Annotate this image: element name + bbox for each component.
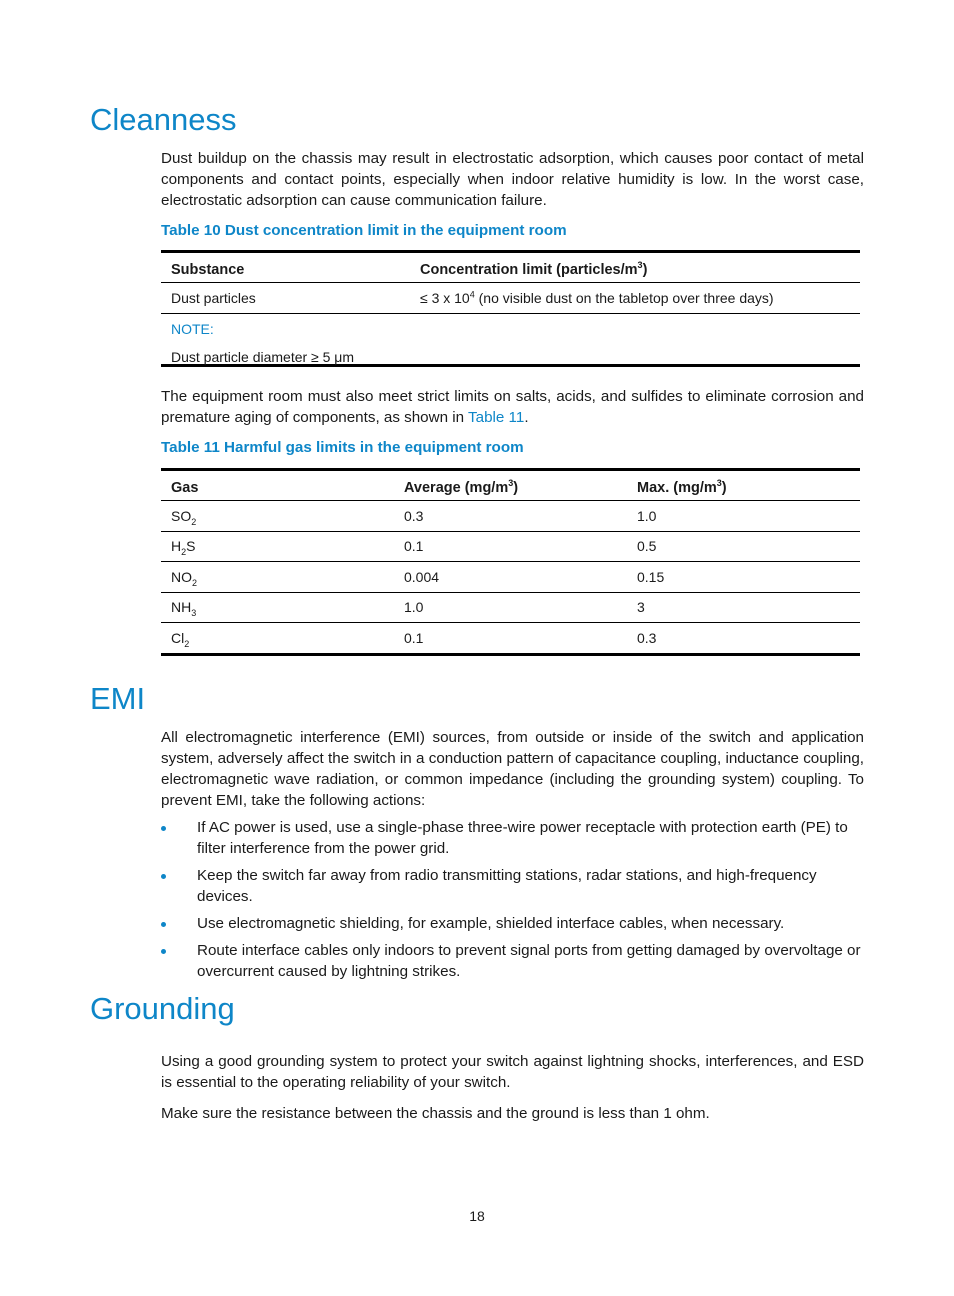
table10-caption: Table 10 Dust concentration limit in the equipment room <box>161 222 567 239</box>
dust-table <box>161 250 860 367</box>
cleanness-para2: The equipment room must also meet strict limits on salts, acids, and sulfides to eliminate corrosion and premature aging of components, as shown in Table 11. <box>161 388 864 426</box>
section-title-emi: EMI <box>90 681 146 716</box>
cell-average: 0.1 <box>404 629 424 646</box>
cell-max: 0.5 <box>637 538 657 555</box>
table11-caption: Table 11 Harmful gas limits in the equipment room <box>161 439 524 456</box>
header-substance: Substance <box>171 262 245 278</box>
note-text: Dust particle diameter ≥ 5 μm <box>171 349 355 365</box>
table-row <box>161 501 860 532</box>
table-row <box>161 532 860 563</box>
cell-gas: $Cl_2$ <box>171 629 190 649</box>
cell-max: 0.15 <box>637 568 665 585</box>
section-title-grounding: Grounding <box>90 991 235 1026</box>
table-row <box>161 283 860 314</box>
cell-limit: ≤ 3 x $10^4$ (no visible dust on the tabletop over three days) <box>420 289 774 306</box>
emi-intro: All electromagnetic interference (EMI) sources, from outside or inside of the switch and application system, adversely affect the switch in a conduction pattern of capacitance coupling, inductance coupling, electromagnetic wave radiation, or common impedance (including the grounding system) coupling. To prevent EMI, take the following actions: <box>161 729 864 809</box>
grounding-para2: Make sure the resistance between the chassis and the ground is less than 1 ohm. <box>161 1105 710 1122</box>
bullet-icon <box>161 949 166 954</box>
header-gas: Gas <box>171 480 199 496</box>
cell-average: 0.3 <box>404 507 424 524</box>
cell-max: 1.0 <box>637 507 657 524</box>
cell-average: 0.1 <box>404 538 424 555</box>
gas-table <box>161 468 860 656</box>
cell-gas: $H_2S$ <box>171 538 196 558</box>
cell-max: 0.3 <box>637 629 657 646</box>
table-header-row <box>161 253 860 283</box>
list-item: Route interface cables only indoors to prevent signal ports from getting damaged by overvoltage or overcurrent caused by lightning strikes. <box>161 940 866 982</box>
header-average: Average $(mg/m^3)$ <box>404 478 519 496</box>
bullet-icon <box>161 874 166 879</box>
page-number: 18 <box>469 1208 485 1224</box>
emi-bullet-list <box>161 817 866 988</box>
cell-average: 0.004 <box>404 568 440 585</box>
header-concentration: Concentration limit $(particles/m^3)$ <box>420 260 648 278</box>
table11-link[interactable]: Table 11 <box>468 409 525 426</box>
list-item: If AC power is used, use a single-phase three-wire power receptacle with protection earth (PE) to filter interference from the power grid. <box>161 817 866 859</box>
table-row <box>161 593 860 624</box>
cell-gas: $SO_2$ <box>171 507 197 527</box>
bullet-icon <box>161 826 166 831</box>
table-header-row <box>161 471 860 501</box>
table-row <box>161 623 860 653</box>
table-row <box>161 562 860 593</box>
table-note <box>161 314 860 364</box>
cleanness-intro: Dust buildup on the chassis may result in electrostatic adsorption, which causes poor contact of metal components and contact points, especially when indoor relative humidity is low. In the worst case, electrostatic adsorption can cause communication failure. <box>161 150 864 209</box>
list-item: Use electromagnetic shielding, for example, shielded interface cables, when necessary. <box>161 913 866 934</box>
note-label: NOTE: <box>171 321 214 337</box>
header-max: Max. $(mg/m^3)$ <box>637 478 727 496</box>
cell-average: 1.0 <box>404 599 424 616</box>
cell-gas: $NH_3$ <box>171 599 197 619</box>
section-title-cleanness: Cleanness <box>90 102 237 137</box>
cell-substance: Dust particles <box>171 290 256 306</box>
bullet-icon <box>161 922 166 927</box>
list-item: Keep the switch far away from radio transmitting stations, radar stations, and high-frequency devices. <box>161 865 866 907</box>
cell-max: 3 <box>637 599 645 616</box>
cell-gas: $NO_2$ <box>171 568 198 588</box>
grounding-para1: Using a good grounding system to protect your switch against lightning shocks, interferences, and ESD is essential to the operating reliability of your switch. <box>161 1053 864 1091</box>
